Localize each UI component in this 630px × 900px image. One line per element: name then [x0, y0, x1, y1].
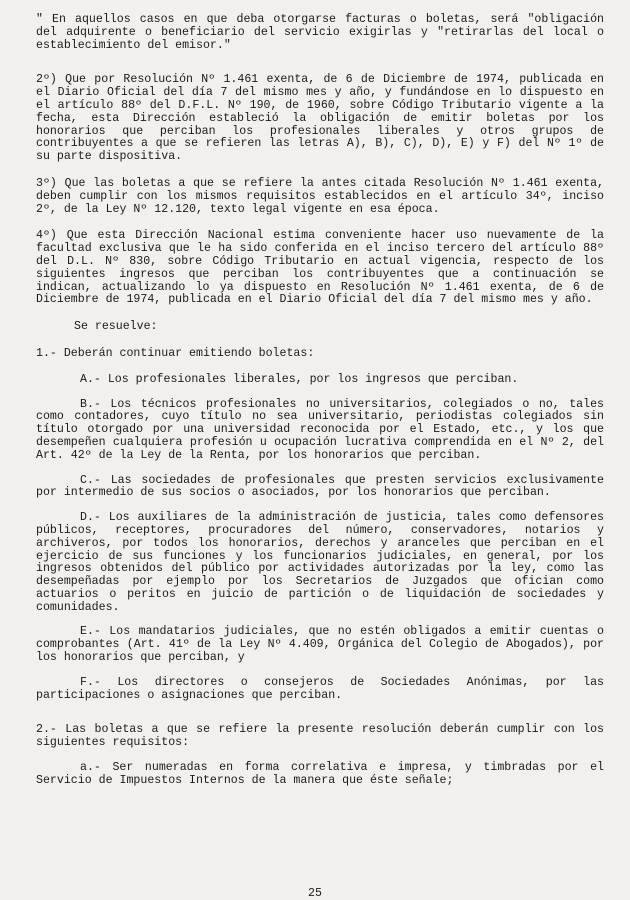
- point-1-letter-e: E.- Los mandatarios judiciales, que no estén obligados a emitir cuentas o comprobantes (Art. 41º de la Ley Nº 4.409, Orgánica del Colegio de Abogados), por los honorarios que perciban, y: [36, 625, 604, 665]
- considerando-4: 4º) Que esta Dirección Nacional estima conveniente hacer uso nuevamente de la facultad exclusiva que le ha sido conferida en el inciso tercero del artículo 88º del D.L. Nº 830, sobre Código Tributario en actual vigencia, respecto de los siguientes ingresos que perciban los contribuyentes que a continuación se indican, actualizando lo ya dispuesto en Resolución Nº 1.461 exenta, de 6 de Diciembre de 1974, publicada en el Diario Oficial del día 7 del mismo mes y año.: [36, 229, 604, 307]
- point-2-heading: 2.- Las boletas a que se refiere la presente resolución deberán cumplir con los siguientes requisitos:: [36, 723, 604, 750]
- considerando-2: 2º) Que por Resolución Nº 1.461 exenta, de 6 de Diciembre de 1974, publicada en el Diario Oficial del día 7 del mismo mes y año, y fundándose en lo dispuesto en el artículo 88º del D.F.L. Nº 190, de 1960, sobre Código Tributario vigente a la fecha, esta Dirección estableció la obligación de emitir boletas por los honorarios que perciban los profesionales liberales y otros grupos de contribuyentes a que se refieren las letras A), B), C), D), E) y F) del Nº 1º de su parte dispositiva.: [36, 73, 604, 164]
- point-1-letter-f: F.- Los directores o consejeros de Sociedades Anónimas, por las participaciones o asignaciones que perciban.: [36, 675, 604, 702]
- point-1-letter-d: D.- Los auxiliares de la administración de justicia, tales como defensores públicos, receptores, procuradores del número, conservadores, notarios y archiveros, por todos los honorarios, derechos y aranceles que perciban en el ejercicio de sus funciones y los funcionarios judiciales, en general, por los ingresos obtenidos del público por actividades autorizadas por la ley, como las desempeñadas por ejemplo por los Secretarios de Juzgados que ofician como actuarios o peritos en juicio de partición o de liquidación de sociedades y comunidades.: [36, 511, 604, 614]
- considerando-3: 3º) Que las boletas a que se refiere la antes citada Resolución Nº 1.461 exenta, deben cumplir con los mismos requisitos establecidos en el artículo 34º, inciso 2º, de la Ley Nº 12.120, texto legal vigente en esa época.: [36, 176, 604, 216]
- point-1-letter-c: C.- Las sociedades de profesionales que presten servicios exclusivamente por intermedio de sus socios o asociados, por los honorarios que perciban.: [36, 473, 604, 500]
- intro-quote: " En aquellos casos en que deba otorgarse facturas o boletas, será "obligación del adquirente o beneficiario del servicio exigirlas y "retirarlas del local o establecimiento del emisor.": [36, 13, 604, 52]
- point-1-letter-b: B.- Los técnicos profesionales no universitarios, colegiados o no, tales como contadores, cuyo título no sea universitario, periodistas colegiados sin título otorgado por una universidad reconocida por el Estado, etc., y los que desempeñen cualquiera profesión u ocupación lucrativa comprendida en el Nº 2, del Art. 42º de la Ley de la Renta, por los honorarios que perciban.: [36, 397, 604, 462]
- point-2-letter-a: a.- Ser numeradas en forma correlativa e impresa, y timbradas por el Servicio de Impuestos Internos de la manera que éste señale;: [36, 761, 604, 787]
- page-number: 25: [308, 887, 322, 900]
- point-1-heading: 1.- Deberán continuar emitiendo boletas:: [36, 346, 315, 360]
- point-1-letter-a: A.- Los profesionales liberales, por los ingresos que perciban.: [80, 372, 519, 386]
- resuelve-heading: Se resuelve:: [74, 320, 158, 334]
